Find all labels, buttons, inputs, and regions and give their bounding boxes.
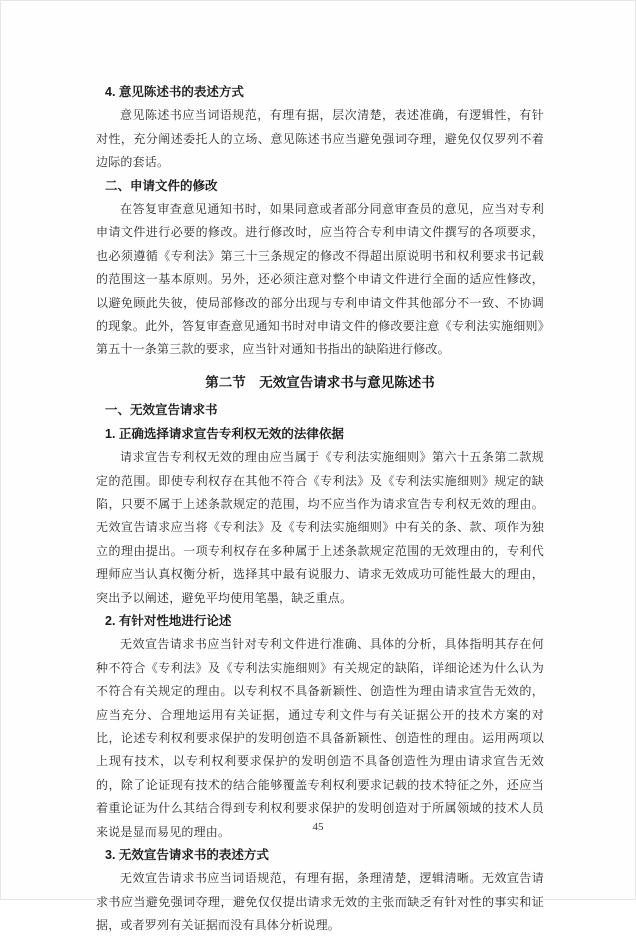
paragraph-application-amendment: 在答复审查意见通知书时，如果同意或者部分同意审查员的意见，应当对专利申请文件进行必要的修改。进行修改时，应当符合专利申请文件撰写的各项要求，也必须遵循《专利法》第三十三条规定的修改不得超出原说明书和权利要求书记载的范围这一基本原则。另外，还必须注意对整个申请文件进行全面的适应性修改，以避免顾此失彼，使局部修改的部分出现与专利申请文件其他部分不一致、不协调的现象。此外，答复审查意见通知书时对申请文件的修改要注意《专利法实施细则》第五十一条第三款的要求，应当针对通知书指出的缺陷进行修改。 (96, 202, 544, 357)
heading-statement-style-4: 4. 意见陈述书的表述方式 (105, 85, 244, 99)
heading-expression-style-3: 3. 无效宣告请求书的表述方式 (105, 848, 269, 862)
paragraph-statement-style: 意见陈述书应当词语规范，有理有据，层次清楚，表述准确，有逻辑性，有针对性，充分阐述委托人的立场、意见陈述书应当避免强词夺理，避免仅仅罗列不着边际的套话。 (96, 108, 544, 170)
heading-legal-basis-1: 1. 正确选择请求宣告专利权无效的法律依据 (105, 426, 344, 441)
paragraph-targeted-argument: 无效宣告请求书应当针对专利文件进行准确、具体的分析，具体指明其存在何种不符合《专利法》及《专利法实施细则》有关规定的缺陷，详细论述为什么认为不符合有关规定的理由。以专利权不具备新颖性、创造性为理由请求宣告无效的，应当充分、合理地运用有关证据，通过专利文件与有关证据公开的技术方案的对比，论述专利权利要求保护的发明创造不具备新颖性、创造性的理由。运用两项以上现有技术，以专利权利要求保护的发明创造不具备创造性为理由请求宣告无效的，除了论证现有技术的结合能够覆盖专利权利要求记载的技术特征之外，还应当着重论证为什么其结合得到专利权利要求保护的发明创造对于所属领域的技术人员来说是显而易见的理由。 (96, 637, 544, 839)
heading-targeted-argument-2: 2. 有针对性地进行论述 (105, 613, 232, 628)
page-content (96, 81, 544, 938)
paragraph-expression-style: 无效宣告请求书应当词语规范，有理有据，条理清楚，逻辑清晰。无效宣告请求书应当避免强词夺理，避免仅仅提出请求无效的主张而缺乏有针对性的事实和证据，或者罗列有关证据而没有具体分析说理。 (96, 871, 544, 933)
section-title-invalidation: 第二节 无效宣告请求书与意见陈述书 (205, 374, 435, 390)
page-number: 45 (312, 821, 324, 833)
paragraph-legal-basis: 请求宣告专利权无效的理由应当属于《专利法实施细则》第六十五条第二款规定的范围。即使专利权存在其他不符合《专利法》及《专利法实施细则》规定的缺陷，只要不属于上述条款规定的范围，均不应当作为请求宣告专利权无效的理由。无效宣告请求应当将《专利法》及《专利法实施细则》中有关的条、款、项作为独立的理由提出。一项专利权存在多种属于上述条款规定范围的无效理由的，专利代理师应当认真权衡分析，选择其中最有说服力、请求无效成功可能性最大的理由，突出予以阐述，避免平均使用笔墨，缺乏重点。 (96, 450, 544, 605)
heading-application-amendment: 二、申请文件的修改 (105, 178, 218, 193)
heading-invalidation-request: 一、无效宣告请求书 (105, 403, 218, 418)
